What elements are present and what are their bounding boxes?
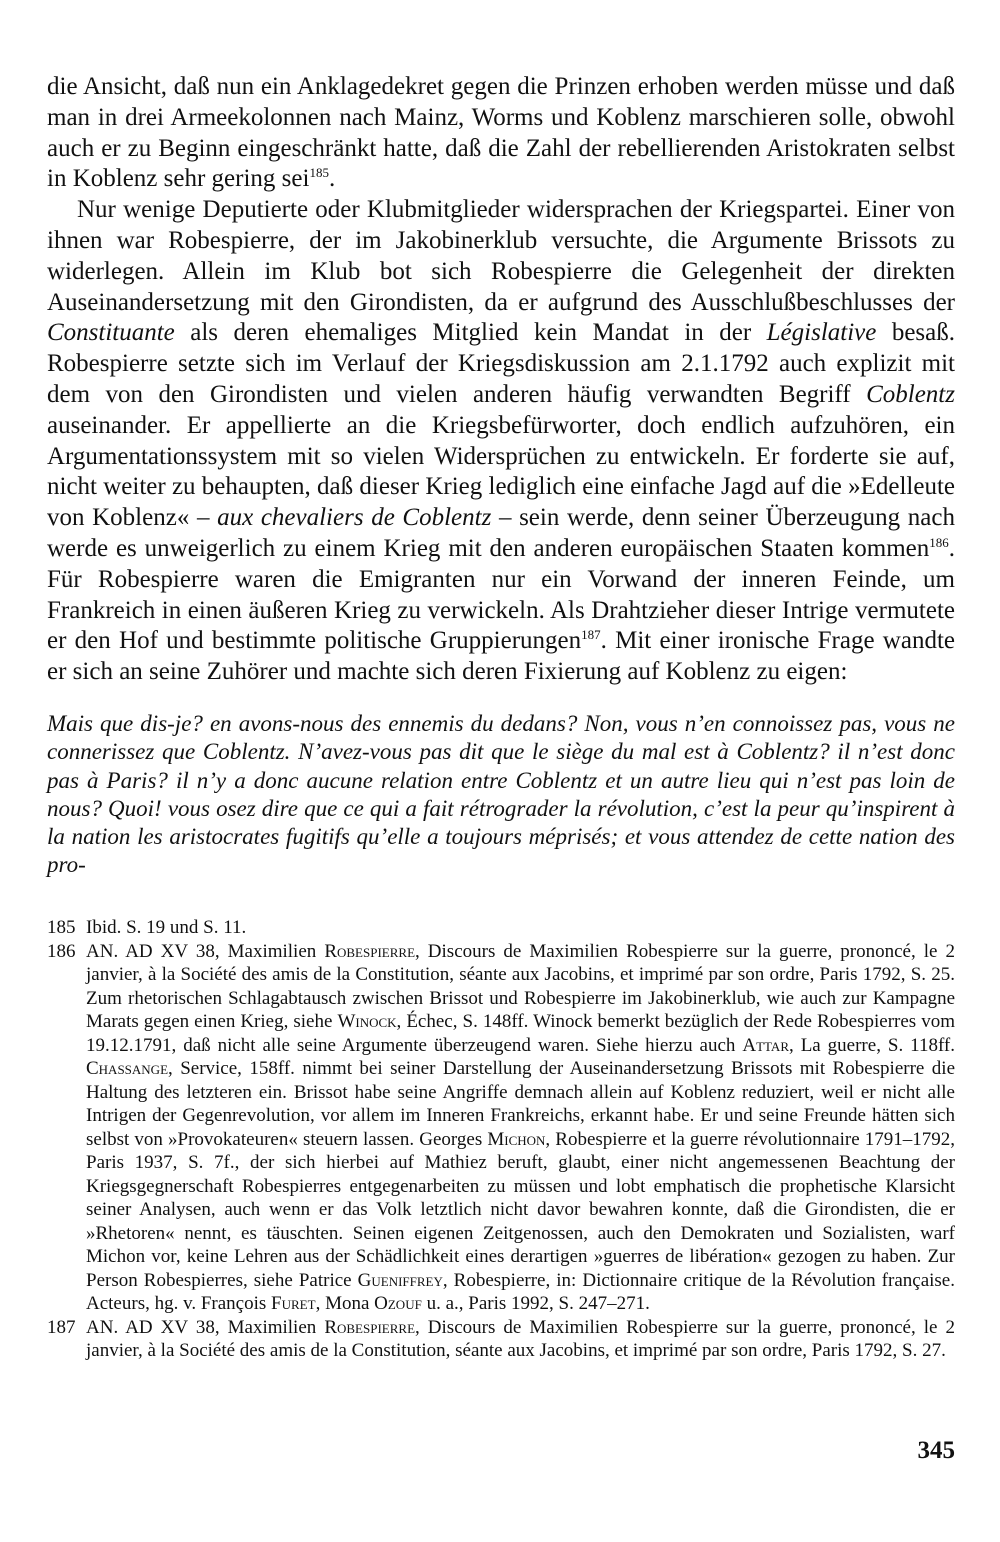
footnote-text: AN. AD XV 38, Maximilien: [86, 1316, 325, 1338]
text-run: .: [328, 165, 336, 193]
footnote-text: u. a., Paris 1992, S. 247–271.: [421, 1293, 650, 1314]
text-run: auseinander. Er appellierte an die Kriegsbefürworter, doch endlich aufzuhören, ein Argumentationssystem mit so vielen Widersprüchen zu entwickeln. Er forderte sie auf, nicht weiter zu behaupten, daß dieser Krieg lediglich eine einfache Jagd auf die »Edelleute von Koblenz« –: [47, 411, 955, 532]
footnote-text: , Robespierre, in: Dictionnaire critique de la Révolution française. Acteurs, hg. v. François: [86, 1269, 955, 1314]
italic-term-constituante: Constituante: [47, 319, 175, 347]
footnote-ref-186[interactable]: 186: [929, 534, 949, 550]
footnote-text: , Échec, S. 148ff. Winock bemerkt bezüglich der Rede Robespierres vom 19.12.1791, daß nicht alle seine Argumente überzeugend waren. Siehe hierzu auch: [86, 1011, 955, 1056]
footnote-text: , La guerre, S. 118ff.: [789, 1034, 956, 1056]
text-run: – sein werde, denn seiner Überzeugung nach werde es unweigerlich zu einem Krieg mit den anderen europäischen Staaten kommen: [47, 504, 955, 562]
footnote-text: , Discours de Maximilien Robespierre sur la guerre, prononcé, le 2 janvier, à la Société des amis de la Constitution, séante aux Jacobins, et imprimé par son ordre, Paris 1792, S. 25. Zum rhetorischen Schlagabtausch zwischen Brissot und Robespierre im Jakobinerklub, wie auch zur Kampagne Marats gegen einen Krieg, siehe: [86, 940, 956, 1032]
text-run: besaß. Robespierre setzte sich im Verlauf der Kriegsdiskussion am 2.1.1792 auch explizit mit dem von den Girondisten und vielen anderen häufig verwandten Begriff: [47, 319, 955, 408]
author-name: Chassange: [86, 1058, 169, 1079]
italic-term-coblentz: Coblentz: [866, 380, 955, 408]
footnote-text: , Robespierre et la guerre révolutionnaire 1791–1792, Paris 1937, S. 7f., der sich hierbei auf Mathiez beruft, glaubt, einer nicht angemessenen Beachtung der Kriegsgegnerschaft Robespierres entgegenarbeiten zu müssen und lobt emphatisch die prophetische Klarsicht seiner Analysen, auch wenn er das Volk letztlich nicht davor bewahren konnte, daß die Girondisten, die er »Rhetoren« nennt, es täuschten. Seinen eigenen Zeitgenossen, auch den Demokraten und Sozialisten, warf Michon vor, keine Lehren aus der Schädlichkeit eines derartigen »guerres de libération« gezogen zu haben. Zur Person Robespierres, siehe Patrice: [86, 1128, 956, 1291]
italic-quote-chevaliers: aux chevaliers de Coblentz: [217, 504, 492, 532]
author-name: Winock: [337, 1011, 397, 1032]
footnote-ref-185[interactable]: 185: [309, 165, 329, 181]
page-number: 345: [917, 1437, 955, 1464]
author-name: Gueniffrey: [357, 1269, 443, 1291]
footnote-text: Ibid. S. 19 und S. 11.: [86, 917, 247, 938]
author-name: Michon: [487, 1128, 546, 1150]
author-name: Attar: [742, 1034, 789, 1056]
footnotes: [47, 916, 955, 1363]
footnote-number: 186: [47, 940, 76, 962]
footnote-number: 185: [47, 917, 76, 938]
paragraph-2: [47, 195, 955, 688]
author-name: Robespierre: [324, 1316, 416, 1338]
block-quote: Mais que dis-je? en avons-nous des ennemis du dedans? Non, vous n’en connoissez pas, vous ne connerissez que Coblentz. N’avez-vous pas dit que le siège du mal est à Coblentz? il n’est donc pas à Paris? il n’y a donc aucune relation entre Coblentz et un autre lieu qui n’est pas loin de nous? Quoi! vous osez dire que ce qui a fait rétrograder la révolution, c’est la peur qu’inspirent à la nation les aristocrates fugitifs qu’elle a toujours méprisés; et vous attendez de cette nation des pro-: [47, 710, 955, 878]
author-name: Ozouf: [374, 1293, 422, 1314]
page-content: [47, 72, 955, 880]
footnote-text: , Mona: [315, 1293, 375, 1314]
text-run: die Ansicht, daß nun ein Anklagedekret gegen die Prinzen erhoben werden müsse und daß man in drei Armeekolonnen nach Mainz, Worms und Koblenz marschieren solle, obwohl auch er zu Beginn eingeschränkt hatte, daß die Zahl der rebellierenden Aristokraten selbst in Koblenz sehr gering sei: [47, 73, 955, 193]
italic-term-legislative: Législative: [766, 319, 877, 347]
text-run: als deren ehemaliges Mitglied kein Mandat in der: [174, 319, 767, 347]
text-run: Nur wenige Deputierte oder Klubmitglieder widersprachen der Kriegspartei. Einer von ihnen war Robespierre, der im Jakobinerklub versuchte, die Argumente Brissots zu widerlegen. Allein im Klub bot sich Robespierre die Gelegenheit der direkten Auseinandersetzung mit den Girondisten, da er aufgrund des Ausschlußbeschlusses der: [47, 196, 955, 316]
text-run: . Mit einer ironische Frage wandte er sich an seine Zuhörer und machte sich deren Fixierung auf Koblenz zu eigen:: [47, 627, 955, 686]
paragraph-1: [47, 72, 955, 195]
footnote-ref-187[interactable]: 187: [581, 627, 601, 643]
text-run: . Für Robespierre waren die Emigranten nur ein Vorwand der inneren Feinde, um Frankreich in einen äußeren Krieg zu verwickeln. Als Drahtzieher dieser Intrige vermutete er den Hof und bestimmte politische Gruppierungen: [47, 534, 955, 655]
footnote-text: , Service, 158ff. nimmt bei seiner Darstellung der Auseinandersetzung Brissots mit Robespierre die Haltung des letzteren ein. Brissot habe seine Angriffe demnach allein auf Koblenz reduziert, weil er nicht alle Intrigen der Gegenrevolution, vor allem im Inneren Frankreichs, erkannt habe. Er und seine Freunde hätten sich selbst von »Provokateuren« steuern lassen. Georges: [86, 1058, 955, 1150]
footnote-text: AN. AD XV 38, Maximilien: [86, 940, 325, 962]
author-name: Furet: [271, 1293, 316, 1314]
footnote-text: , Discours de Maximilien Robespierre sur la guerre, prononcé, le 2 janvier, à la Société des amis de la Constitution, séante aux Jacobins, et imprimé par son ordre, Paris 1792, S. 27.: [86, 1316, 956, 1361]
footnote-number: 187: [47, 1316, 76, 1338]
footnote-186: [47, 940, 955, 1316]
footnote-185: [47, 916, 955, 940]
footnote-187: [47, 1316, 955, 1363]
author-name: Robespierre: [324, 940, 416, 962]
